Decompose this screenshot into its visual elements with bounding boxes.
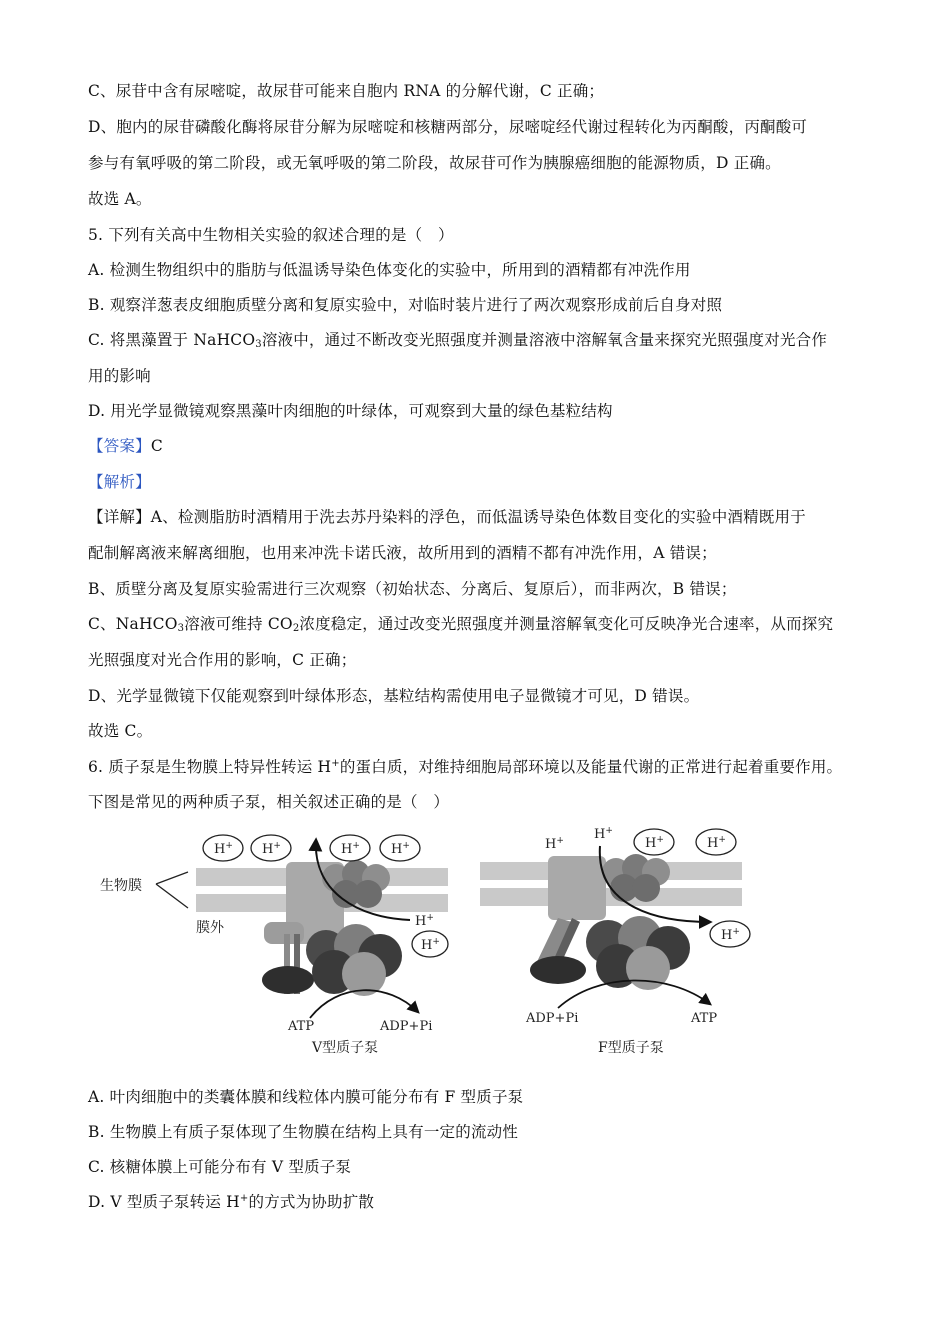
proton-label: H+ — [721, 927, 740, 943]
text-segment: 浓度稳定，通过改变光照强度并测量溶解氧变化可反映净光合速率，从而探究 — [299, 615, 834, 633]
superscript: + — [239, 1193, 249, 1204]
subscript: 3 — [177, 623, 185, 634]
question-5-detail-line1: 【详解】A、检测脂肪时酒精用于洗去苏丹染料的浮色，而低温诱导染色体数目变化的实验中酒精既用于 — [88, 508, 806, 526]
v-pump-name: V型质子泵 — [312, 1040, 379, 1056]
subscript: 2 — [292, 623, 300, 634]
text-segment: 溶液可维持 CO — [184, 615, 293, 633]
question-5-conclusion: 故选 C。 — [88, 722, 153, 740]
f-pump-name: F型质子泵 — [598, 1040, 664, 1056]
question-6-stem-line1 — [88, 756, 878, 778]
prev-option-d-explanation-line1: D、胞内的尿苷磷酸化酶将尿苷分解为尿嘧啶和核糖两部分，尿嘧啶经代谢过程转化为丙酮酸，丙酮酸可 — [88, 118, 808, 136]
text-segment: 溶液中，通过不断改变光照强度并测量溶液中溶解氧含量来探究光照强度对光合作 — [261, 331, 828, 349]
question-5-option-b: B. 观察洋葱表皮细胞质壁分离和复原实验中，对临时装片进行了两次观察形成前后自身对照 — [88, 296, 723, 314]
f-base-subunit — [530, 956, 586, 984]
f-transmembrane-domain — [548, 856, 606, 920]
question-6-option-c: C. 核糖体膜上可能分布有 V 型质子泵 — [88, 1158, 352, 1176]
text-segment: D. V 型质子泵转运 H — [88, 1193, 240, 1211]
membrane-label-pointer — [156, 872, 188, 908]
f-catalytic-head — [586, 916, 690, 990]
question-5-option-a: A. 检测生物组织中的脂肪与低温诱导染色体变化的实验中，所用到的酒精都有冲洗作用 — [88, 261, 691, 279]
v-adp-label: ADP+Pi — [380, 1019, 433, 1034]
answer-tag: 【答案】 — [88, 437, 151, 455]
superscript: + — [331, 758, 340, 769]
answer-value: C — [150, 437, 163, 455]
proton-label: H+ — [415, 913, 434, 929]
text-segment: 6. 质子泵是生物膜上特异性转运 H — [88, 758, 332, 776]
subscript: 3 — [255, 339, 262, 350]
f-adp-label: ADP+Pi — [526, 1011, 579, 1026]
question-5-detail-line2: 配制解离液来解离细胞，也用来冲洗卡诺氏液，故所用到的酒精不都有冲洗作用，A 错误； — [88, 544, 717, 562]
question-5-option-c-line2: 用的影响 — [88, 367, 151, 385]
text-segment: 的方式为协助扩散 — [248, 1193, 375, 1211]
question-6-stem-line2: 下图是常见的两种质子泵，相关叙述正确的是（ ） — [88, 793, 450, 811]
v-base-subunit — [262, 966, 314, 994]
v-type-pump — [196, 835, 448, 1056]
prev-conclusion: 故选 A。 — [88, 190, 152, 208]
proton-label: H+ — [341, 841, 360, 857]
question-6-option-b: B. 生物膜上有质子泵体现了生物膜在结构上具有一定的流动性 — [88, 1123, 519, 1141]
proton-label: H+ — [645, 835, 664, 851]
question-5-option-c-line1 — [88, 329, 878, 351]
text-segment: C、NaHCO — [88, 615, 178, 633]
proton-label: H+ — [214, 841, 233, 857]
proton-pump-diagram — [88, 822, 788, 1062]
prev-option-d-explanation-line2: 参与有氧呼吸的第二阶段，或无氧呼吸的第二阶段，故尿苷可作为胰腺癌细胞的能源物质，D 正确。 — [88, 154, 781, 172]
question-5-detail-line5: 光照强度对光合作用的影响，C 正确； — [88, 651, 357, 669]
question-5-analysis-tag: 【解析】 — [88, 473, 151, 491]
v-atp-label: ATP — [288, 1019, 315, 1034]
proton-label: H+ — [421, 937, 440, 953]
question-5-detail-line6: D、光学显微镜下仅能观察到叶绿体形态，基粒结构需使用电子显微镜才可见，D 错误。 — [88, 687, 700, 705]
membrane-label: 生物膜 — [100, 878, 142, 894]
question-6-option-a: A. 叶肉细胞中的类囊体膜和线粒体内膜可能分布有 F 型质子泵 — [88, 1088, 524, 1106]
proton-label: H+ — [391, 841, 410, 857]
question-6-option-d — [88, 1191, 878, 1213]
outside-label: 膜外 — [196, 920, 224, 936]
question-5-detail-line4 — [88, 613, 878, 635]
f-type-pump — [480, 826, 750, 1056]
proton-label: H+ — [707, 835, 726, 851]
question-5-stem: 5. 下列有关高中生物相关实验的叙述合理的是（ ） — [88, 226, 454, 244]
question-5-option-d: D. 用光学显微镜观察黑藻叶肉细胞的叶绿体，可观察到大量的绿色基粒结构 — [88, 402, 613, 420]
text-segment: 的蛋白质，对维持细胞局部环境以及能量代谢的正常进行起着重要作用。 — [339, 758, 843, 776]
text-segment: C. 将黑藻置于 NaHCO — [88, 331, 256, 349]
proton-label: H+ — [262, 841, 281, 857]
f-atp-label: ATP — [691, 1011, 718, 1026]
proton-label: H+ — [545, 836, 564, 852]
question-5-detail-line3: B、质壁分离及复原实验需进行三次观察（初始状态、分离后、复原后），而非两次，B 错误； — [88, 580, 737, 598]
proton-label: H+ — [594, 826, 613, 842]
v-catalytic-head — [306, 924, 402, 996]
question-5-answer — [88, 435, 878, 457]
prev-option-c-explanation: C、尿苷中含有尿嘧啶，故尿苷可能来自胞内 RNA 的分解代谢，C 正确； — [88, 82, 605, 100]
proton-pump-figure — [88, 822, 788, 1062]
